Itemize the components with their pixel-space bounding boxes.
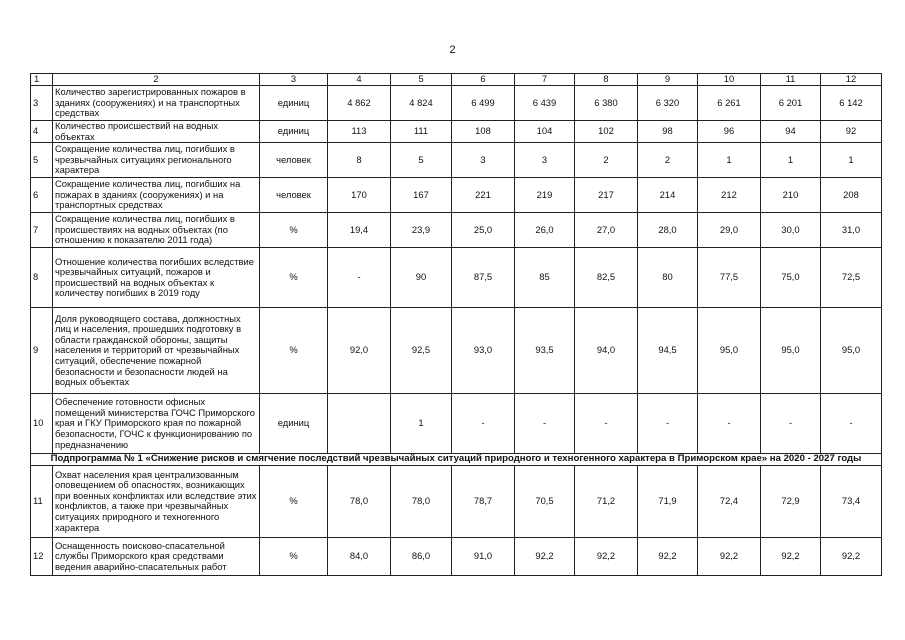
column-header: 5 (391, 74, 452, 86)
unit-cell: единиц (260, 394, 328, 454)
value-cell: 84,0 (328, 537, 391, 575)
subprogram-row (31, 454, 882, 466)
value-cell: 167 (391, 178, 452, 213)
value-cell: 94,5 (638, 308, 698, 394)
value-cell: 72,4 (698, 465, 761, 537)
value-cell: 170 (328, 178, 391, 213)
value-cell: - (761, 394, 821, 454)
column-header: 3 (260, 74, 328, 86)
value-cell: 19,4 (328, 213, 391, 248)
value-cell: 92,5 (391, 308, 452, 394)
value-cell: 96 (698, 121, 761, 143)
unit-cell: % (260, 537, 328, 575)
table-row (31, 537, 882, 575)
table-row (31, 121, 882, 143)
value-cell: 95,0 (821, 308, 882, 394)
value-cell: 27,0 (575, 213, 638, 248)
row-number: 11 (31, 465, 53, 537)
column-header: 7 (515, 74, 575, 86)
value-cell: 78,7 (452, 465, 515, 537)
row-number: 5 (31, 143, 53, 178)
value-cell: - (821, 394, 882, 454)
value-cell: 92,2 (515, 537, 575, 575)
value-cell: 92,2 (638, 537, 698, 575)
value-cell: 111 (391, 121, 452, 143)
value-cell: 93,5 (515, 308, 575, 394)
value-cell: 85 (515, 248, 575, 308)
value-cell: 92,2 (575, 537, 638, 575)
column-header: 6 (452, 74, 515, 86)
table-row (31, 86, 882, 121)
value-cell: 72,5 (821, 248, 882, 308)
value-cell: 6 261 (698, 86, 761, 121)
value-cell: 94 (761, 121, 821, 143)
value-cell: 3 (515, 143, 575, 178)
table-row (31, 143, 882, 178)
table-row (31, 394, 882, 454)
value-cell: 208 (821, 178, 882, 213)
table-body-a (31, 74, 882, 454)
value-cell: 108 (452, 121, 515, 143)
value-cell: 72,9 (761, 465, 821, 537)
unit-cell: % (260, 213, 328, 248)
value-cell: 23,9 (391, 213, 452, 248)
value-cell: - (452, 394, 515, 454)
unit-cell: % (260, 248, 328, 308)
table-row (31, 465, 882, 537)
table-row (31, 178, 882, 213)
value-cell: 212 (698, 178, 761, 213)
indicator-name: Сокращение количества лиц, погибших на пожарах в зданиях (сооружениях) и на транспортных средствах (53, 178, 260, 213)
row-number: 9 (31, 308, 53, 394)
value-cell: 104 (515, 121, 575, 143)
value-cell: 3 (452, 143, 515, 178)
indicator-name: Количество происшествий на водных объектах (53, 121, 260, 143)
column-header: 10 (698, 74, 761, 86)
value-cell: 91,0 (452, 537, 515, 575)
subprogram-title: Подпрограмма № 1 «Снижение рисков и смягчение последствий чрезвычайных ситуаций природного и техногенного характера в Приморском крае» на 2020 - 2027 годы (31, 454, 882, 466)
row-number: 8 (31, 248, 53, 308)
row-number: 3 (31, 86, 53, 121)
value-cell: 94,0 (575, 308, 638, 394)
unit-cell: единиц (260, 121, 328, 143)
value-cell: 6 142 (821, 86, 882, 121)
value-cell: 25,0 (452, 213, 515, 248)
column-header: 11 (761, 74, 821, 86)
value-cell: 6 499 (452, 86, 515, 121)
value-cell: 102 (575, 121, 638, 143)
value-cell: 31,0 (821, 213, 882, 248)
value-cell: - (698, 394, 761, 454)
column-header: 9 (638, 74, 698, 86)
value-cell: 6 380 (575, 86, 638, 121)
subprogram-section (31, 454, 882, 466)
value-cell: 82,5 (575, 248, 638, 308)
value-cell: 93,0 (452, 308, 515, 394)
indicators-table (30, 73, 882, 576)
unit-cell: человек (260, 178, 328, 213)
value-cell: 86,0 (391, 537, 452, 575)
value-cell: 8 (328, 143, 391, 178)
row-number: 7 (31, 213, 53, 248)
value-cell: 1 (698, 143, 761, 178)
value-cell: 6 439 (515, 86, 575, 121)
unit-cell: человек (260, 143, 328, 178)
indicator-name: Охват населения края централизованным оповещением об опасностях, возникающих при военных конфликтах или вследствие этих конфликтов, а также при чрезвычайных ситуациях природного и техногенного характера (53, 465, 260, 537)
value-cell: 1 (761, 143, 821, 178)
indicator-name: Сокращение количества лиц, погибших в чрезвычайных ситуациях регионального характера (53, 143, 260, 178)
value-cell: 92,2 (821, 537, 882, 575)
column-header: 8 (575, 74, 638, 86)
value-cell: 221 (452, 178, 515, 213)
indicator-name: Отношение количества погибших вследствие чрезвычайных ситуаций, пожаров и происшествий на водных объектах к количеству погибших в 2019 году (53, 248, 260, 308)
indicator-name: Сокращение количества лиц, погибших в происшествиях на водных объектах (по отношению к показателю 2011 года) (53, 213, 260, 248)
value-cell: 70,5 (515, 465, 575, 537)
table-body-b (31, 465, 882, 575)
column-header: 4 (328, 74, 391, 86)
value-cell: 30,0 (761, 213, 821, 248)
value-cell: 29,0 (698, 213, 761, 248)
value-cell: 92,2 (761, 537, 821, 575)
row-number: 12 (31, 537, 53, 575)
value-cell: 4 862 (328, 86, 391, 121)
value-cell: 71,2 (575, 465, 638, 537)
value-cell: - (638, 394, 698, 454)
value-cell: 90 (391, 248, 452, 308)
value-cell: 80 (638, 248, 698, 308)
value-cell: - (515, 394, 575, 454)
row-number: 4 (31, 121, 53, 143)
value-cell: 75,0 (761, 248, 821, 308)
value-cell: 6 201 (761, 86, 821, 121)
value-cell: 113 (328, 121, 391, 143)
value-cell: 1 (391, 394, 452, 454)
value-cell: 71,9 (638, 465, 698, 537)
value-cell: 28,0 (638, 213, 698, 248)
value-cell: 26,0 (515, 213, 575, 248)
column-header: 12 (821, 74, 882, 86)
value-cell: 95,0 (761, 308, 821, 394)
table-row (31, 213, 882, 248)
indicator-name: Обеспечение готовности офисных помещений министерства ГОЧС Приморского края и ГКУ Приморского края по пожарной безопасности, ГОЧС к функционированию по предназначению (53, 394, 260, 454)
column-header: 1 (31, 74, 53, 86)
row-number: 6 (31, 178, 53, 213)
column-header: 2 (53, 74, 260, 86)
value-cell: 4 824 (391, 86, 452, 121)
column-number-row (31, 74, 882, 86)
unit-cell: единиц (260, 86, 328, 121)
value-cell: 92,2 (698, 537, 761, 575)
indicator-name: Доля руководящего состава, должностных лиц и населения, прошедших подготовку в области гражданской обороны, защиты населения и территорий от чрезвычайных ситуаций, обеспечение пожарной безопасности и безопасности людей на водных объектах (53, 308, 260, 394)
table-row (31, 308, 882, 394)
row-number: 10 (31, 394, 53, 454)
value-cell: 2 (575, 143, 638, 178)
value-cell: 78,0 (391, 465, 452, 537)
value-cell: 92 (821, 121, 882, 143)
value-cell: 219 (515, 178, 575, 213)
page-number: 2 (449, 44, 456, 56)
unit-cell: % (260, 308, 328, 394)
value-cell: 1 (821, 143, 882, 178)
value-cell: 77,5 (698, 248, 761, 308)
value-cell: 5 (391, 143, 452, 178)
value-cell: 214 (638, 178, 698, 213)
value-cell: 2 (638, 143, 698, 178)
value-cell: 95,0 (698, 308, 761, 394)
value-cell (328, 394, 391, 454)
indicator-name: Количество зарегистрированных пожаров в зданиях (сооружениях) и на транспортных средствах (53, 86, 260, 121)
value-cell: - (328, 248, 391, 308)
value-cell: - (575, 394, 638, 454)
value-cell: 78,0 (328, 465, 391, 537)
unit-cell: % (260, 465, 328, 537)
value-cell: 98 (638, 121, 698, 143)
indicator-name: Оснащенность поисково-спасательной службы Приморского края средствами ведения аварийно-спасательных работ (53, 537, 260, 575)
value-cell: 92,0 (328, 308, 391, 394)
table-row (31, 248, 882, 308)
value-cell: 6 320 (638, 86, 698, 121)
value-cell: 87,5 (452, 248, 515, 308)
value-cell: 210 (761, 178, 821, 213)
value-cell: 73,4 (821, 465, 882, 537)
value-cell: 217 (575, 178, 638, 213)
